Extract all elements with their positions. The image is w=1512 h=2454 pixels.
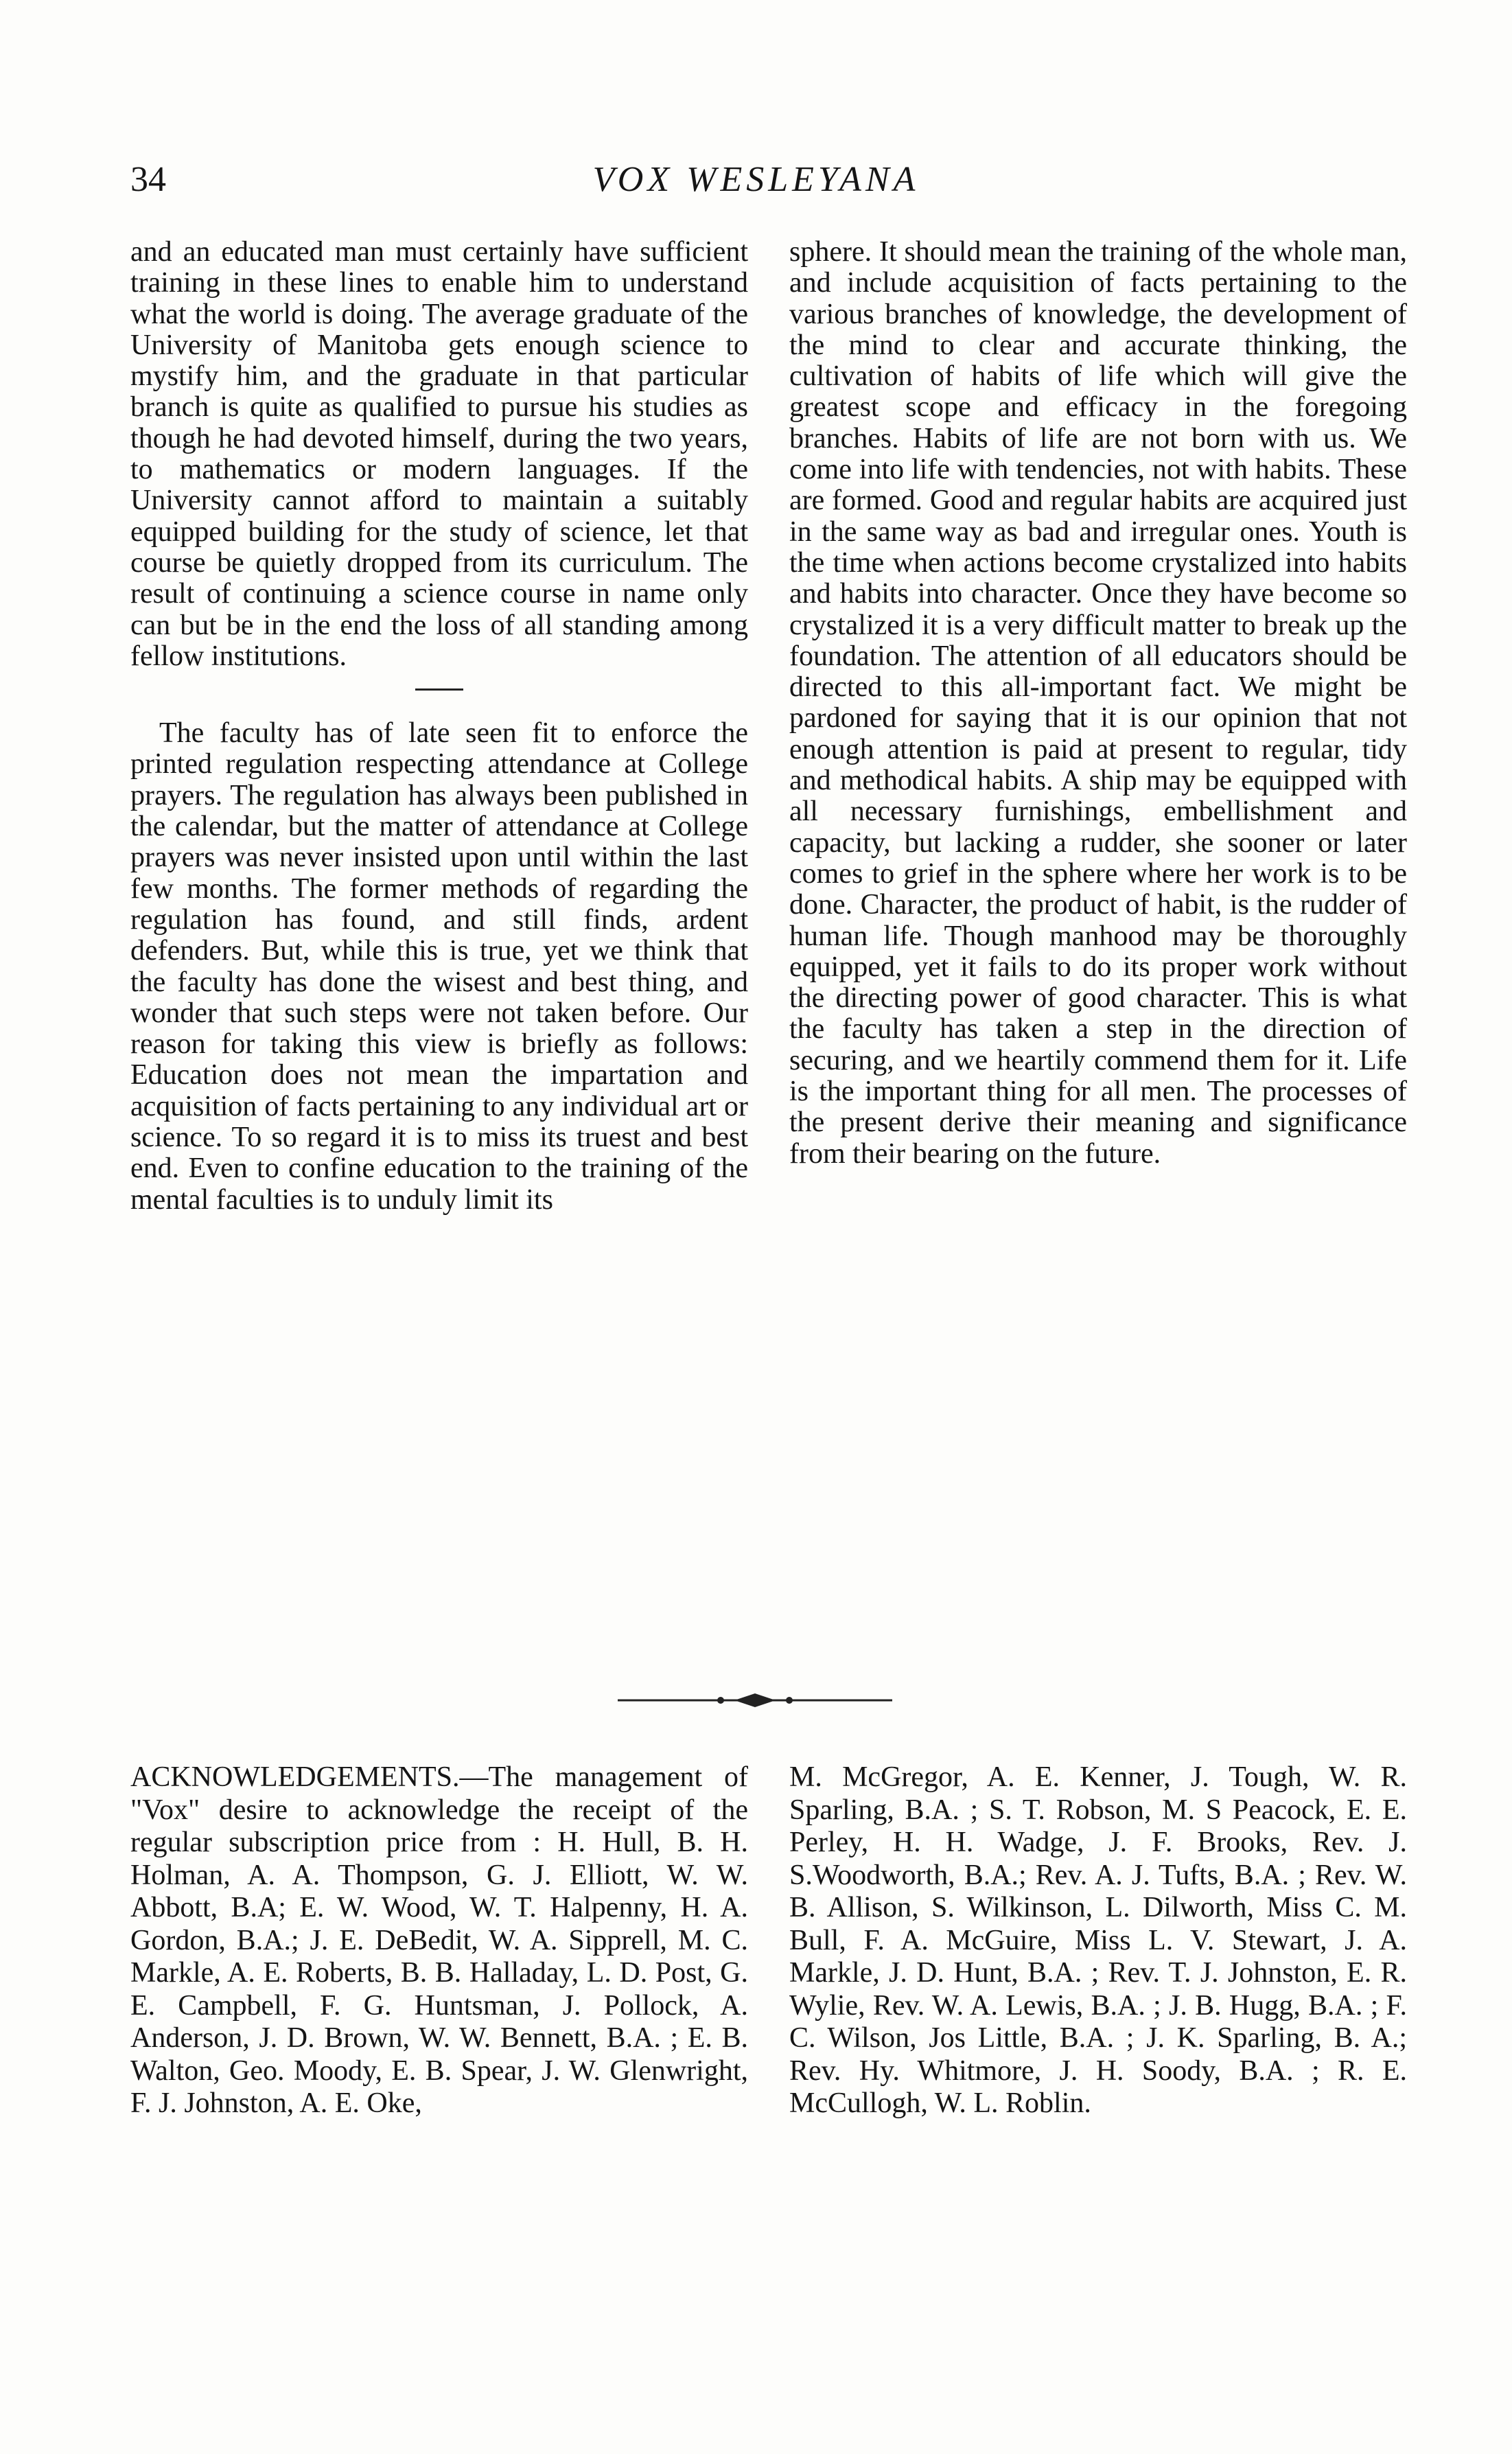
running-head: VOX WESLEYANA [592,160,920,199]
ornament-divider [618,1690,892,1711]
section-divider [415,688,463,691]
right-column-top [789,237,1407,1170]
paragraph-science-course: and an educated man must certainly have sufficient training in these lines to enable him to understand what the world is doing. The average graduate of the University of Manitoba gets enough science to mystify him, and the graduate in that particular branch is quite as qualified to pursue his studies as though he had devoted himself, during the two years, to mathematics or modern languages. If the University cannot afford to maintain a suitably equipped building for the study of science, let that course be quietly dropped from its curriculum. The result of continuing a science course in name only can but be in the end the loss of all standing among fellow institutions. [130,236,748,672]
acknowledgements-right [789,1761,1407,2120]
acknowledgements-text-left: ACKNOWLEDGEMENTS.—The management of "Vox" desire to acknowledge the receipt of the regular subscription price from : H. Hull, B. H. Holman, A. A. Thompson, G. J. Elliott, W. W. Abbott, B.A; E. W. Wood, W. T. Halpenny, H. A. Gordon, B.A.; J. E. DeBedit, W. A. Sipprell, M. C. Markle, A. E. Roberts, B. B. Halladay, L. D. Post, G. E. Campbell, F. G. Huntsman, J. Pollock, A. Anderson, J. D. Brown, W. W. Bennett, B.A. ; E. B. Walton, Geo. Moody, E. B. Spear, J. W. Glenwright, F. J. Johnston, A. E. Oke, [130,1761,748,2119]
acknowledgements-text-right: M. McGregor, A. E. Kenner, J. Tough, W. R. Sparling, B.A. ; S. T. Robson, M. S Peacock, E. E. Perley, H. H. Wadge, J. F. Brooks, Rev. J. S.Woodworth, B.A.; Rev. A. J. Tufts, B.A. ; Rev. W. B. Allison, S. Wilkinson, L. Dilworth, Miss C. M. Bull, F. A. McGuire, Miss L. V. Stewart, J. A. Markle, J. D. Hunt, B.A. ; Rev. T. J. Johnston, E. R. Wylie, Rev. W. A. Lewis, B.A. ; J. B. Hugg, B.A. ; F. C. Wilson, Jos Little, B.A. ; J. K. Sparling, B. A.; Rev. Hy. Whitmore, J. H. Soody, B.A. ; R. E. McCullogh, W. L. Roblin. [789,1761,1407,2119]
paragraph-college-prayers: The faculty has of late seen fit to enforce the printed regulation respecting attendance at College prayers. The regulation has always been published in the calendar, but the matter of attendance at College prayers was never insisted upon until within the last few months. The former methods of regarding the regulation has found, and still finds, ardent defenders. But, while this is true, yet we think that the faculty has done the wisest and best thing, and wonder that such steps were not taken before. Our reason for taking this view is briefly as follows: Education does not mean the impartation and acquisition of facts pertaining to any individual art or science. To so regard it is to miss its truest and best end. Even to confine education to the training of the mental faculties is to unduly limit its [130,717,748,1216]
acknowledgements-left [130,1761,748,2120]
left-column-top [130,237,748,1216]
page-number: 34 [130,160,166,199]
paragraph-education-habits: sphere. It should mean the training of the whole man, and include acquisition of facts pertaining to the various branches of knowledge, the development of the mind to clear and accurate thinking, the cultivation of habits of life which will give the greatest scope and efficacy in the foregoing branches. Habits of life are not born with us. We come into life with tendencies, not with habits. These are formed. Good and regular habits are acquired just in the same way as bad and irregular ones. Youth is the time when actions become crystalized into habits and habits into character. Once they have become so crystalized it is a very difficult matter to break up the foundation. The attention of all educators should be directed to this all-important fact. We might be pardoned for saying that it is our opinion that not enough attention is paid at present to regular, tidy and methodical habits. A ship may be equipped with all necessary furnishings, embellishment and capacity, but lacking a rudder, she sooner or later comes to grief in the sphere where her work is to be done. Character, the product of habit, is the rudder of human life. Though manhood may be thoroughly equipped, yet it fails to do its proper work without the directing power of good character. This is what the faculty has taken a step in the direction of securing, and we heartily commend them for it. Life is the important thing for all men. The processes of the present derive their meaning and significance from their bearing on the future. [789,236,1407,1170]
